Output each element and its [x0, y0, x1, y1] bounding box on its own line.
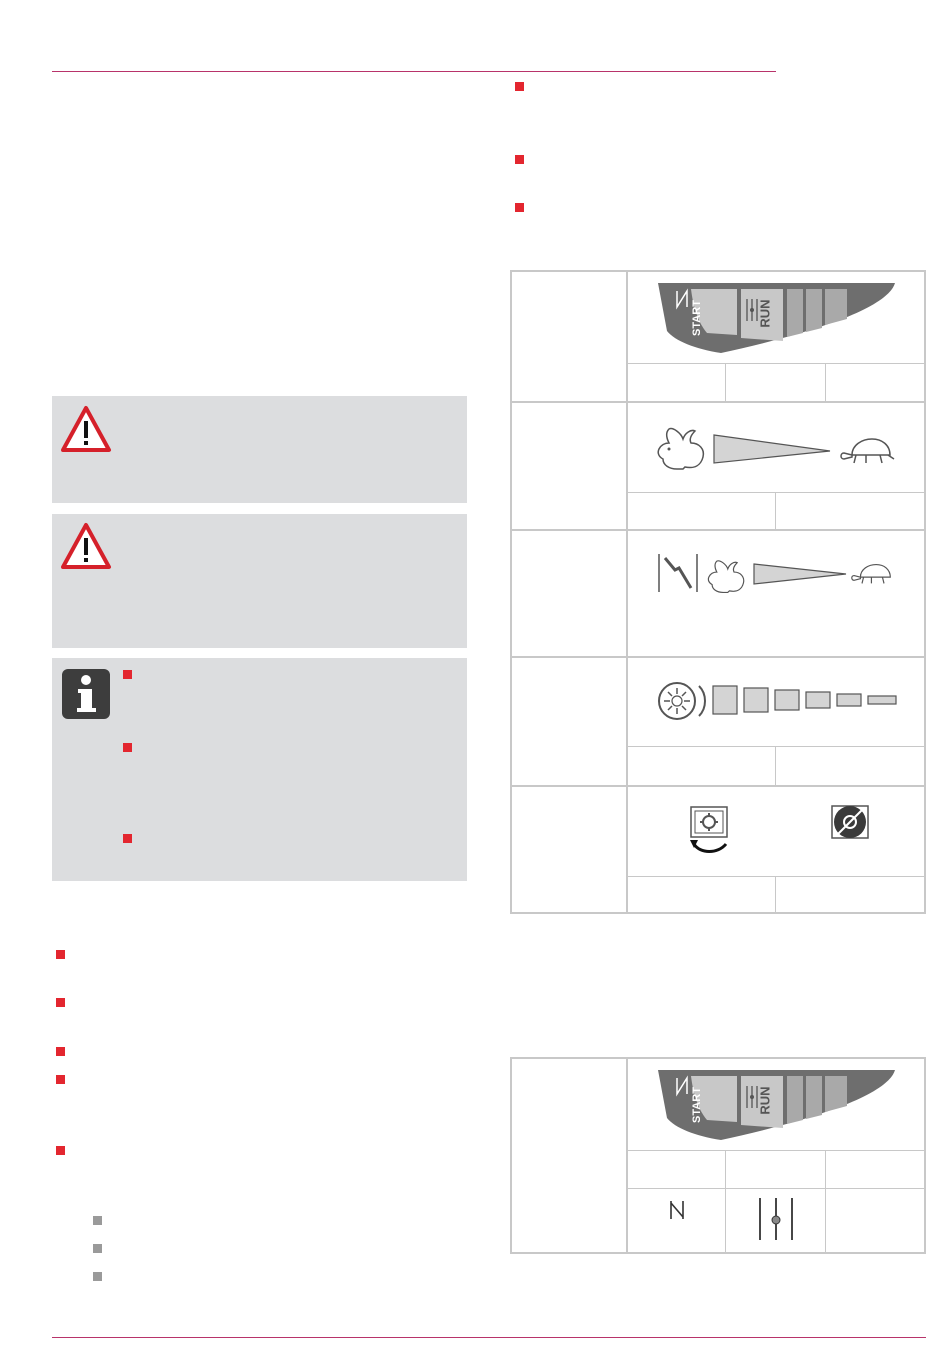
turtle-icon	[838, 437, 898, 465]
autoreverse-off-icon	[829, 803, 871, 843]
warning-triangle-icon	[60, 405, 112, 453]
bullet	[123, 834, 132, 843]
rabbit-icon	[705, 558, 749, 594]
bullet	[56, 1047, 65, 1056]
bullet	[56, 998, 65, 1007]
start-label: START	[691, 300, 703, 336]
bullet	[515, 203, 524, 212]
sub-bullet	[93, 1216, 102, 1225]
warning-triangle-icon	[60, 522, 112, 570]
sub-bullet	[93, 1272, 102, 1281]
bullet	[56, 1146, 65, 1155]
start-icon	[668, 1199, 686, 1221]
rotor-icon	[655, 680, 709, 722]
start-label: START	[691, 1087, 703, 1123]
autoreverse-icon	[688, 804, 734, 856]
bullet	[56, 950, 65, 959]
jog-icon	[657, 552, 699, 594]
turtle-icon	[848, 563, 898, 585]
run-label: RUN	[757, 299, 773, 328]
info-icon	[62, 669, 110, 719]
bullet	[515, 82, 524, 91]
bullet	[56, 1075, 65, 1084]
info-panel	[52, 658, 467, 881]
bullet	[123, 743, 132, 752]
speed-ramp	[712, 433, 832, 465]
intensity-blocks	[712, 684, 898, 716]
run-icon	[756, 1196, 796, 1242]
speed-ramp	[752, 562, 848, 586]
warning-panel	[52, 514, 467, 648]
sub-bullet	[93, 1244, 102, 1253]
header-rule	[52, 71, 776, 72]
warning-panel	[52, 396, 467, 503]
footer-rule	[52, 1337, 926, 1338]
rabbit-icon	[655, 425, 709, 471]
bullet	[123, 670, 132, 679]
bullet	[515, 155, 524, 164]
run-label: RUN	[757, 1086, 773, 1115]
